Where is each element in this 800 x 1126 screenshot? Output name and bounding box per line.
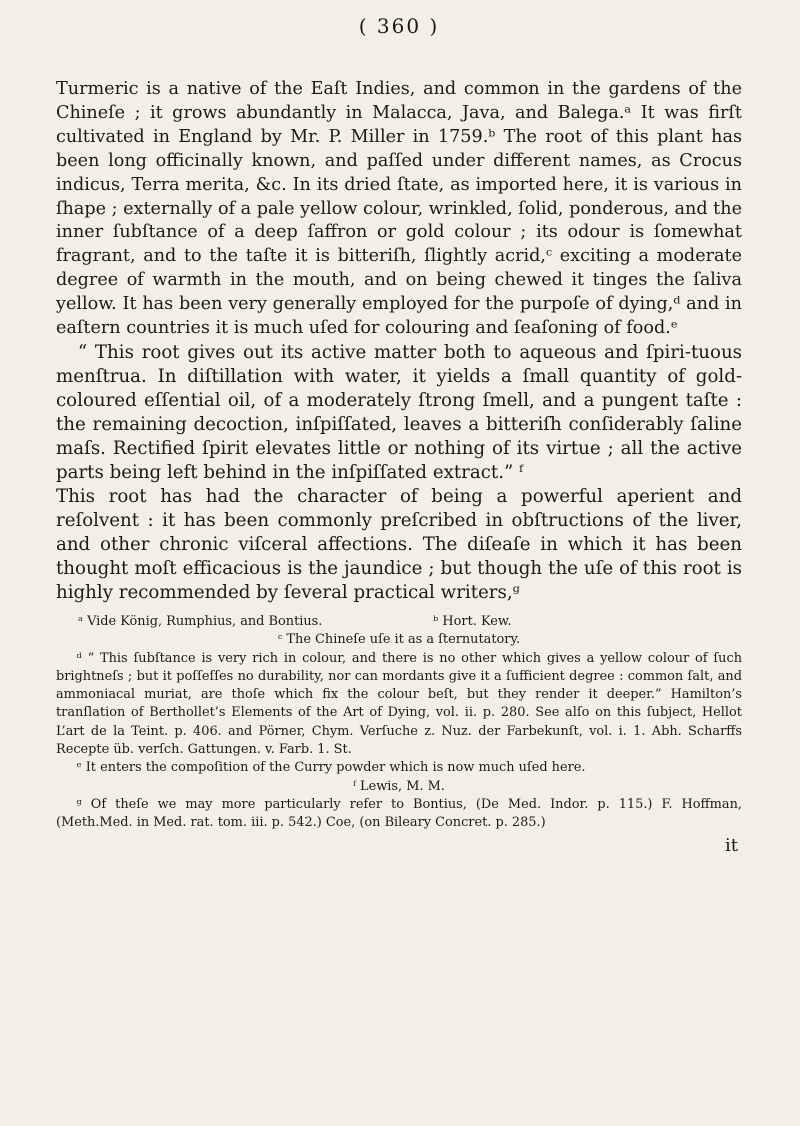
footnote-e: ᵉ It enters the compoſition of the Curry powder which is now much uſed here. <box>76 760 586 776</box>
page-number: ( 360 ) <box>358 14 440 38</box>
paragraph-lewis-quotation: “ This root gives out its active matter both to aqueous and ſpiri-tuous menſtrua. In diſtillation with water, it yields a ſmall quantity of gold-coloured eſſential oil, of a moderately ſtrong ſmell, and a pungent taſte : the remaining decoction, inſpiſſated, leaves a bitteriſh conſiderably ſaline maſs. Rectified ſpirit elevates little or nothing of its virtue ; all the active parts being left behind in the inſpiſſated extract.” ᶠ <box>56 341 742 483</box>
paragraph-turmeric-description: Turmeric is a native of the Eaſt Indies, and common in the gardens of the Chineſe ; it grows abundantly in Malacca, Java, and Balega.ᵃ It was firſt cultivated in England by Mr. P. Miller in 1759.ᵇ The root of this plant has been long officinally known, and paſſed under different names, as Crocus indicus, Terra merita, &c. In its dried ſtate, as imported here, it is various in ſhape ; externally of a pale yellow colour, wrinkled, ſolid, ponderous, and the inner ſubſtance of a deep ſaffron or gold colour ; its odour is ſomewhat fragrant, and to the taſte it is bitteriſh, ſlightly acrid,ᶜ exciting a moderate degree of warmth in the mouth, and on being chewed it tinges the ſaliva yellow. It has been very generally employed for the purpoſe of dying,ᵈ and in eaſtern countries it is much uſed for colouring and ſeaſoning of food.ᵉ <box>56 79 742 339</box>
footnote-a: ᵃ Vide König, Rumphius, and Bontius. <box>78 613 323 629</box>
footnote-c: ᶜ The Chineſe uſe it as a ſternutatory. <box>277 632 521 648</box>
footnotes <box>56 613 742 833</box>
body-text <box>56 78 742 605</box>
footnote-b: ᵇ Hort. Kew. <box>433 613 512 629</box>
footnote-f: ᶠ Lewis, M. M. <box>353 778 445 794</box>
paragraph-medical-uses: This root has had the character of being a powerful aperient and reſolvent : it has been commonly preſcribed in obſtructions of the liver, and other chronic viſceral affections. The diſeaſe in which it has been thought moſt efficacious is the jaundice ; but though the uſe of this root is highly recommended by ſeveral practical writers,ᵍ <box>56 485 742 603</box>
footnote-row-ab <box>56 613 742 631</box>
footnote-d: ᵈ “ This ſubſtance is very rich in colour, and there is no other which gives a yellow colour of ſuch brightneſs ; but it poſſeſſes no durability, nor can mordants give it a ſufficient degree : common ſalt, and ammoniacal muriat, are thoſe which fix the colour beſt, but they render it deeper.” Hamilton’s tranſlation of Berthollet’s Elements of the Art of Dying, vol. ii. p. 280. See alſo on this ſubject, Hellot L’art de la Teint. p. 406. and Pörner, Chym. Verſuche z. Nuz. der Farbekunſt, vol. i. 1. Abh. Scharffs Recepte üb. verſch. Gattungen. v. Farb. 1. St. <box>56 650 742 758</box>
footnote-g: ᵍ Of theſe we may more particularly refer to Bontius, (De Med. Indor. p. 115.) F. Hoffman, (Meth.Med. in Med. rat. tom. iii. p. 542.) Coe, (on Bileary Concret. p. 285.) <box>56 796 742 831</box>
catchword: it <box>725 834 738 856</box>
